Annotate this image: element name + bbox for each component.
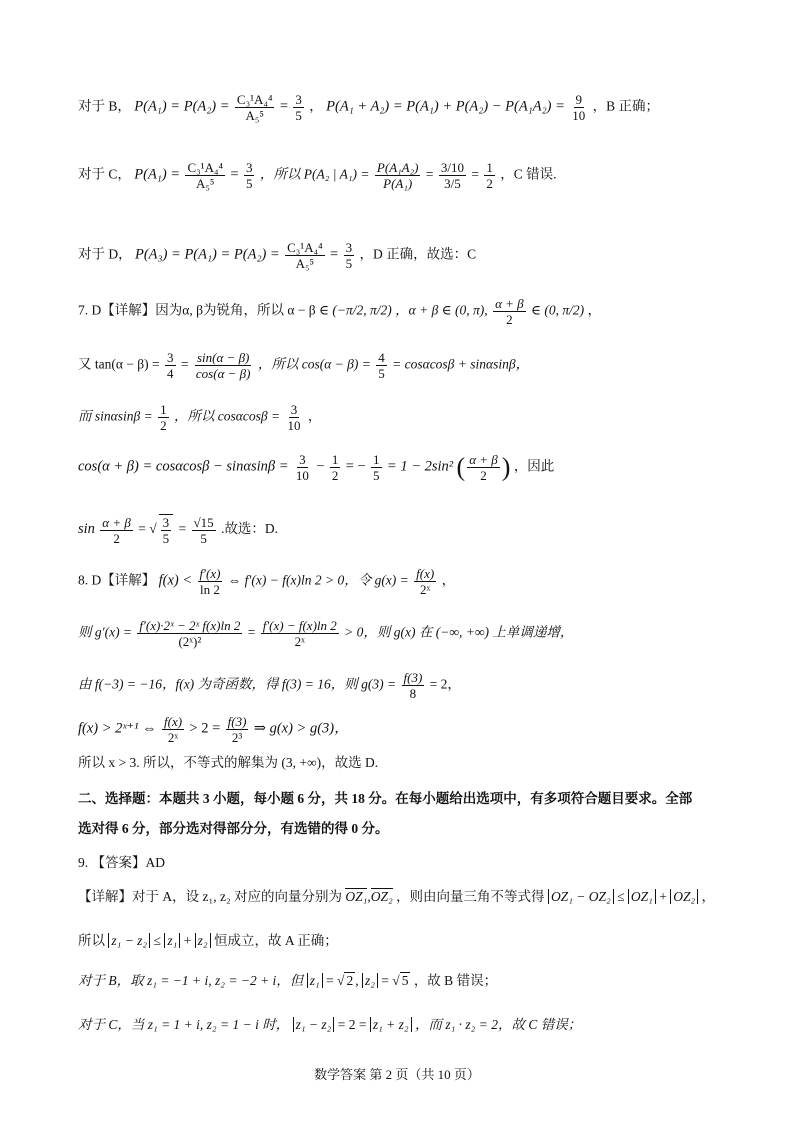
formula: f(x) < [158, 572, 193, 589]
fraction: $\frac{\text{C₃¹A₄⁴}}{\text{A₅⁵}}$ [187, 160, 224, 191]
abs-value: z₁ − z₂ [293, 1017, 335, 1032]
text: 9. 【答案】AD [78, 855, 165, 870]
formula: P(A₁) = P(A₂) = [134, 98, 230, 115]
fraction: $\frac{\alpha + \beta}{2}$ [495, 296, 524, 327]
equals: = [381, 973, 389, 988]
line-20 [78, 1016, 734, 1034]
fraction: $\frac{\text{P(A₁A₂)}}{\text{P(A₁)}}$ [376, 160, 419, 191]
formula: 由 f(−3) = −16，f(x) 为奇函数，得 f(3) = 16，则 g(3) = [78, 676, 397, 692]
line-4-q7 [78, 296, 734, 327]
section-heading [78, 790, 734, 808]
equals: = 2 = [337, 1017, 367, 1032]
formula: = cosαcosβ + sinαsinβ， [392, 356, 530, 372]
formula: sin [78, 521, 95, 538]
line-10 [78, 618, 734, 649]
line-7 [78, 452, 734, 483]
fraction: $\frac{4}{5}$ [378, 350, 385, 381]
line-8 [78, 514, 734, 546]
interval: (−π/2, π/2) [332, 302, 392, 318]
abs-value: OZ₂ [670, 889, 698, 904]
equals: = [247, 624, 256, 640]
text: 对于 B， [78, 98, 131, 114]
equals: = [230, 166, 239, 183]
formula: cos(α + β) = cosαcosβ − sinαsinβ = [78, 458, 289, 475]
sqrt-icon: √ [337, 973, 345, 988]
fraction: $\frac{3}{4}$ [167, 350, 174, 381]
formula: ⇔ f′(x) − f(x)ln 2 > 0，令 g(x) = [227, 572, 409, 588]
text: ，C 错误. [500, 166, 557, 182]
text: 对于 D， [78, 246, 132, 262]
text: ，B 正确； [592, 98, 660, 114]
line-18 [78, 932, 734, 950]
line-9-q8 [78, 566, 734, 597]
equals: = [326, 973, 334, 988]
fraction: $\frac{\text{C₃¹A₄⁴}}{\text{A₅⁵}}$ [287, 240, 323, 271]
line-3-option-d [78, 240, 734, 271]
line-13 [78, 754, 734, 772]
formula: ，α + β ∈ (0, π), [395, 302, 488, 318]
text: ，因此 [513, 458, 555, 474]
fraction: $\frac{1}{5}$ [373, 452, 380, 483]
text: , [355, 973, 359, 988]
line-19 [78, 972, 734, 990]
abs-value: z₁ + z₂ [370, 1017, 412, 1032]
abs-value: z₁ [164, 933, 180, 948]
vector: OZ₂ [370, 889, 393, 904]
formula: P(A₁) = [134, 166, 181, 183]
formula: P(A₃) = P(A₁) = P(A₂) = [135, 246, 280, 263]
sqrt-fraction: $\frac{3}{5}$ [159, 514, 174, 546]
fraction: $\frac{3}{5}$ [295, 92, 302, 123]
formula: 则 g′(x) = [78, 624, 133, 640]
symbol: − [316, 458, 325, 475]
text: ，D 正确，故选：C [359, 246, 477, 262]
formula: ⇒ g(x) > g(3)， [253, 720, 349, 737]
interval: (0, π/2) [544, 302, 585, 318]
text: ， [309, 98, 323, 114]
abs-value: z₁ − z₂ [108, 933, 150, 948]
sqrt-value: 5 [401, 973, 409, 988]
section-heading-cont [78, 820, 734, 838]
formula: f(x) > 2ˣ⁺¹ ⇔ [78, 720, 157, 737]
line-1-option-b [78, 92, 734, 123]
vector: OZ₁ [345, 889, 368, 904]
formula: > 0，则 g(x) 在 (−∞, +∞) 上单调递增， [344, 624, 574, 640]
fraction: $\frac{3}{5}$ [345, 240, 353, 271]
fraction: $\frac{\text{f′(x)·2ˣ − 2ˣ f(x)ln 2}}{\text{(2ˣ)²}}$ [139, 618, 241, 649]
text: ，故 B 错误； [413, 973, 498, 988]
symbol: ≤ [153, 933, 161, 948]
fraction: $\frac{9}{10}$ [572, 92, 586, 123]
line-17 [78, 888, 734, 906]
formula: ，所以 cos(α − β) = [257, 356, 371, 372]
abs-value: z₂ [362, 973, 378, 988]
line-q9-answer [78, 854, 734, 872]
formula: = 1 − 2sin² [386, 458, 454, 475]
fraction: $\frac{3/10}{3/5}$ [440, 160, 464, 191]
formula: ，所以 cosαcosβ = [173, 408, 281, 424]
fraction: $\frac{\sin(\alpha - \beta)}{\cos(\alpha - \beta)}$ [195, 350, 251, 381]
text: 选对得 6 分，部分选对得部分分，有选错的得 0 分。 [78, 821, 389, 836]
abs-value: OZ₁ [628, 889, 656, 904]
paren-close-icon: ) [501, 452, 511, 482]
text: ，则由向量三角不等式得 [396, 889, 545, 904]
line-11 [78, 670, 734, 701]
text: = 2， [429, 676, 461, 692]
fraction: $\frac{\alpha + \beta}{2}$ [102, 514, 131, 546]
abs-value: OZ₁ − OZ₂ [548, 889, 614, 904]
line-12 [78, 714, 734, 745]
formula: 对于 C，当 z₁ = 1 + i, z₂ = 1 − i 时， [78, 1017, 290, 1032]
text: 二、选择题：本题共 3 小题，每小题 6 分，共 18 分。在每小题给出选项中，有多项符合题目要求。全部 [78, 791, 693, 806]
fraction: $\frac{√15}{5}$ [193, 514, 214, 546]
paren-open-icon: ( [456, 452, 466, 482]
text: 【详解】对于 A，设 z₁, z₂ 对应的向量分别为 [78, 889, 343, 904]
fraction: $\frac{f'(x)}{\ln 2}$ [199, 566, 221, 597]
text: 恒成立，故 A 正确； [213, 933, 338, 948]
abs-value: z₂ [195, 933, 211, 948]
fraction: $\frac{f(x)}{\text{2ˣ}}$ [164, 714, 183, 745]
text: ， [587, 302, 602, 318]
text: 所以 x > 3. 所以，不等式的解集为 (3, +∞)，故选 D. [78, 755, 379, 770]
fraction: $\frac{1}{2}$ [160, 402, 167, 433]
text: ， [307, 408, 322, 424]
formula: 对于 B，取 z₁ = −1 + i, z₂ = −2 + i，但 [78, 973, 304, 988]
text: 8. D【详解】 [78, 572, 156, 588]
text: , [367, 889, 371, 904]
fraction: $\frac{f(x)}{\text{2ˣ}}$ [416, 566, 435, 597]
equals: = [180, 356, 189, 372]
text: .故选：D. [221, 521, 279, 537]
fraction: $\frac{1}{2}$ [486, 160, 493, 191]
abs-value: z₁ [307, 973, 323, 988]
formula: ，而 z₁ · z₂ = 2，故 C 错误； [414, 1017, 582, 1032]
symbol: ∈ [531, 302, 542, 318]
fraction: $\frac{\alpha + \beta}{2}$ [469, 452, 498, 483]
symbol: ≤ [617, 889, 625, 904]
symbol: + [659, 889, 667, 904]
fraction: $\frac{1}{2}$ [331, 452, 339, 483]
fraction: $\frac{f(3)}{\text{2³}}$ [227, 714, 247, 745]
text: 7. D【详解】因为α, β为锐角，所以 α − β ∈ [78, 302, 329, 318]
formula: P(A₁ + A₂) = P(A₁) + P(A₂) − P(A₁A₂) = [326, 98, 565, 115]
line-6 [78, 402, 734, 433]
sqrt-icon: √ [149, 521, 157, 537]
text: 又 tan(α − β) = [78, 356, 160, 372]
fraction: $\frac{\text{C₃¹A₄⁴}}{\text{A₅⁵}}$ [236, 92, 273, 123]
equals: = [471, 166, 479, 182]
equals: = [138, 521, 146, 537]
equals: = [178, 521, 187, 537]
fraction: $\frac{3}{10}$ [295, 452, 309, 483]
text: 对于 C， [78, 166, 131, 182]
equals: = [425, 166, 434, 182]
sqrt-icon: √ [392, 973, 400, 988]
formula: > 2 = [189, 720, 221, 737]
fraction: $\frac{f'(x) - f(x)\ln 2}{\text{2ˣ}}$ [262, 618, 337, 649]
text: ， [701, 889, 716, 904]
symbol: = − [345, 458, 366, 475]
line-5 [78, 350, 734, 381]
symbol: + [183, 933, 192, 948]
formula: 而 sinαsinβ = [78, 408, 153, 424]
equals: = [279, 98, 289, 115]
text: ， [441, 572, 456, 588]
text: 所以 [78, 933, 105, 948]
sqrt-value: 2 [346, 973, 354, 988]
line-2-option-c [78, 160, 734, 191]
fraction: $\frac{f(3)}{8}$ [403, 670, 423, 701]
formula: ，所以 P(A₂ | A₁) = [259, 166, 370, 182]
fraction: $\frac{3}{10}$ [287, 402, 301, 433]
page-footer: 数学答案 第 2 页（共 10 页） [314, 1067, 480, 1082]
fraction: $\frac{3}{5}$ [245, 160, 253, 191]
equals: = [330, 246, 339, 263]
